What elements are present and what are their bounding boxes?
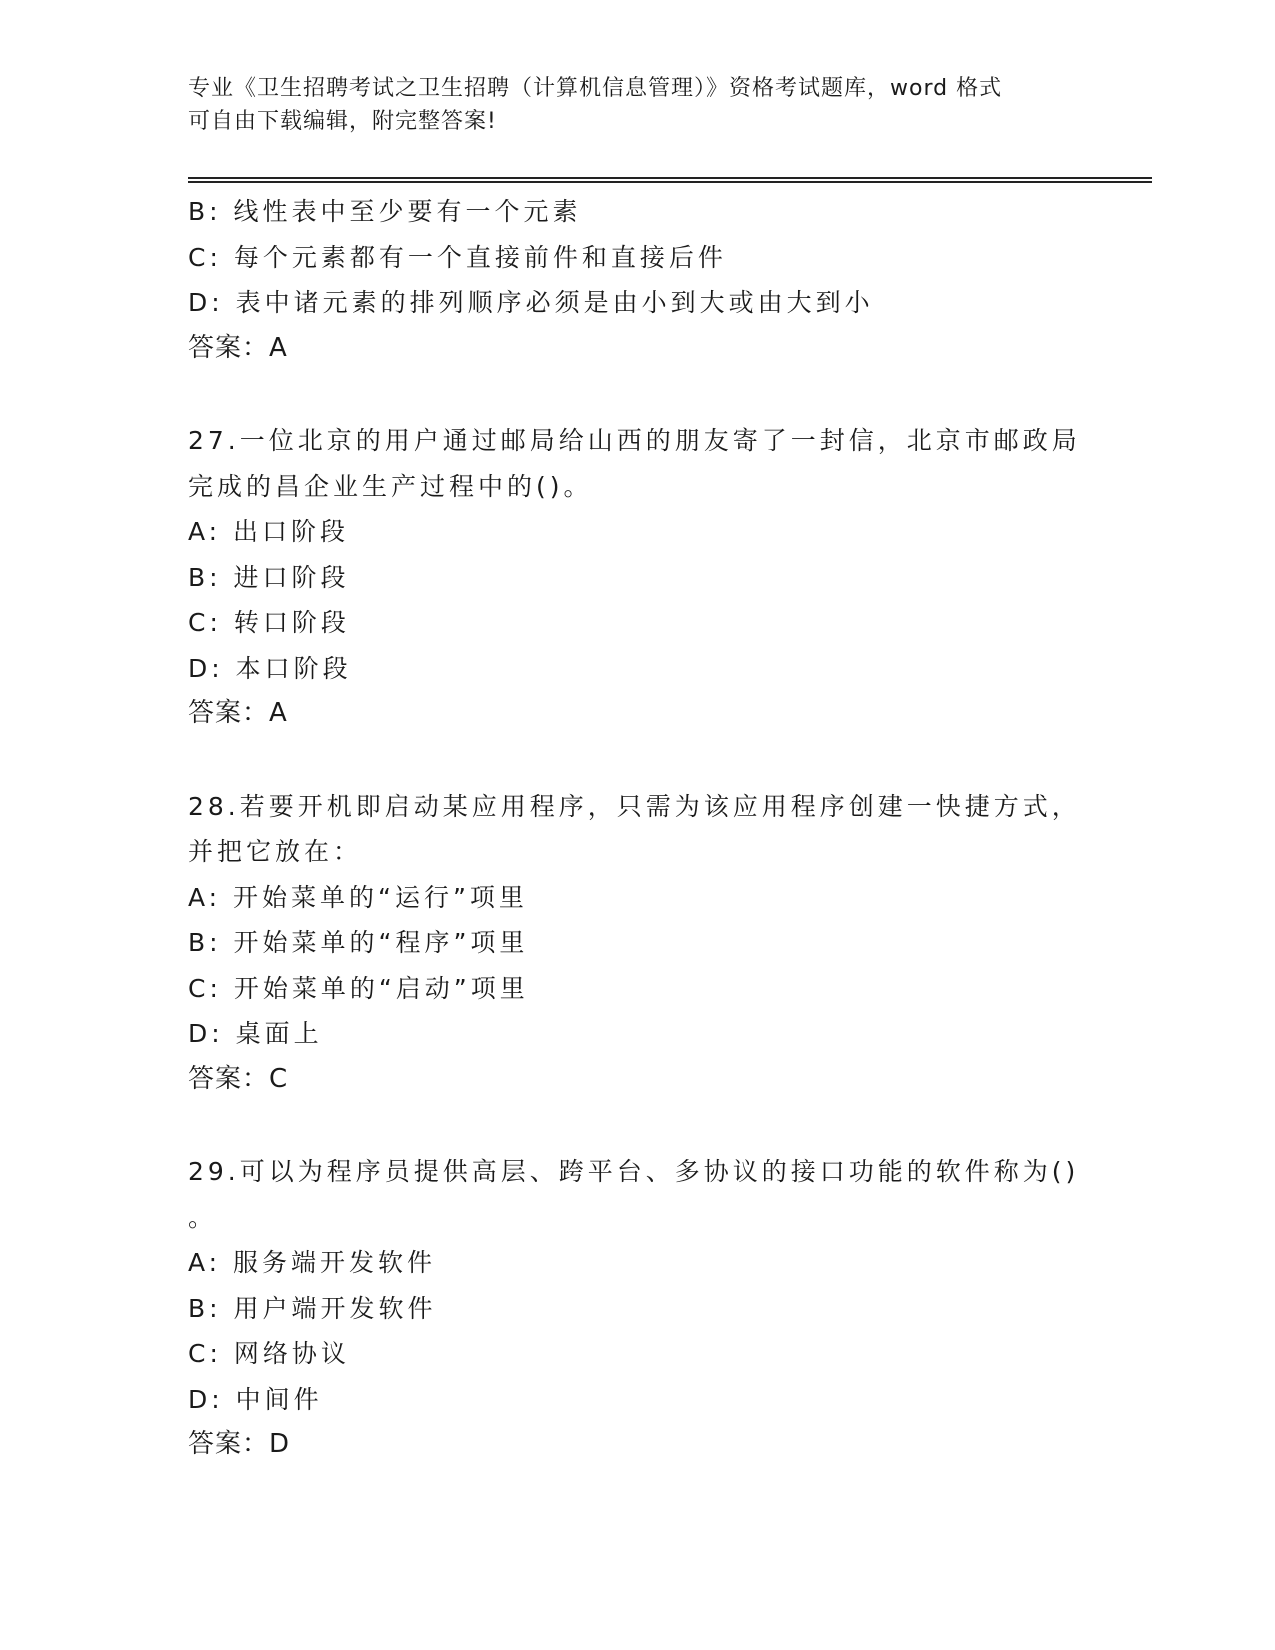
question-28-answer: 答案：C bbox=[188, 1063, 289, 1094]
question-list bbox=[188, 189, 1088, 1515]
question-28-option-d: D: 桌面上 bbox=[188, 1019, 323, 1048]
question-26-option-b: B: 线性表中至少要有一个元素 bbox=[188, 197, 582, 226]
question-27-option-d: D: 本口阶段 bbox=[188, 653, 352, 683]
header-line-2: 可自由下载编辑，附完整答案! bbox=[188, 109, 497, 134]
question-29-option-a: A: 服务端开发软件 bbox=[188, 1248, 437, 1277]
header-divider-bottom bbox=[188, 181, 1152, 183]
question-29-stem-line-2: 。 bbox=[188, 1202, 218, 1232]
question-29-option-c: C: 网络协议 bbox=[188, 1339, 350, 1368]
question-29-stem-line-1: 29.可以为程序员提供高层、跨平台、多协议的接口功能的软件称为() bbox=[188, 1157, 1080, 1186]
question-27-answer: 答案：A bbox=[188, 698, 288, 728]
question-28-option-b: B: 开始菜单的“程序”项里 bbox=[188, 928, 529, 957]
question-28-option-a: A: 开始菜单的“运行”项里 bbox=[188, 882, 528, 912]
question-29-option-d: D: 中间件 bbox=[188, 1384, 323, 1414]
question-29 bbox=[188, 1149, 1088, 1468]
question-26-option-c: C: 每个元素都有一个直接前件和直接后件 bbox=[188, 242, 727, 272]
header-line-1: 专业《卫生招聘考试之卫生招聘（计算机信息管理）》资格考试题库，word 格式 bbox=[188, 76, 1003, 101]
document-header bbox=[188, 72, 1068, 138]
question-29-answer: 答案：D bbox=[188, 1429, 291, 1459]
question-26-answer: 答案：A bbox=[188, 332, 288, 363]
question-27-stem-line-1: 27.一位北京的用户通过邮局给山西的朋友寄了一封信，北京市邮政局 bbox=[188, 426, 1081, 455]
question-28-stem-line-1: 28.若要开机即启动某应用程序，只需为该应用程序创建一快捷方式， bbox=[188, 791, 1081, 821]
question-27-option-a: A: 出口阶段 bbox=[188, 517, 350, 546]
question-27-option-b: B: 进口阶段 bbox=[188, 562, 350, 592]
question-28-stem-line-2: 并把它放在： bbox=[188, 837, 363, 866]
question-26-option-d: D: 表中诸元素的排列顺序必须是由小到大或由大到小 bbox=[188, 288, 874, 317]
question-28-option-c: C: 开始菜单的“启动”项里 bbox=[188, 973, 529, 1003]
header-divider-top bbox=[188, 177, 1152, 179]
question-26 bbox=[188, 189, 1088, 371]
question-28 bbox=[188, 784, 1088, 1103]
question-29-option-b: B: 用户端开发软件 bbox=[188, 1293, 437, 1323]
question-27-option-c: C: 转口阶段 bbox=[188, 608, 350, 637]
question-27-stem-line-2: 完成的昌企业生产过程中的()。 bbox=[188, 471, 593, 501]
question-27 bbox=[188, 418, 1088, 737]
